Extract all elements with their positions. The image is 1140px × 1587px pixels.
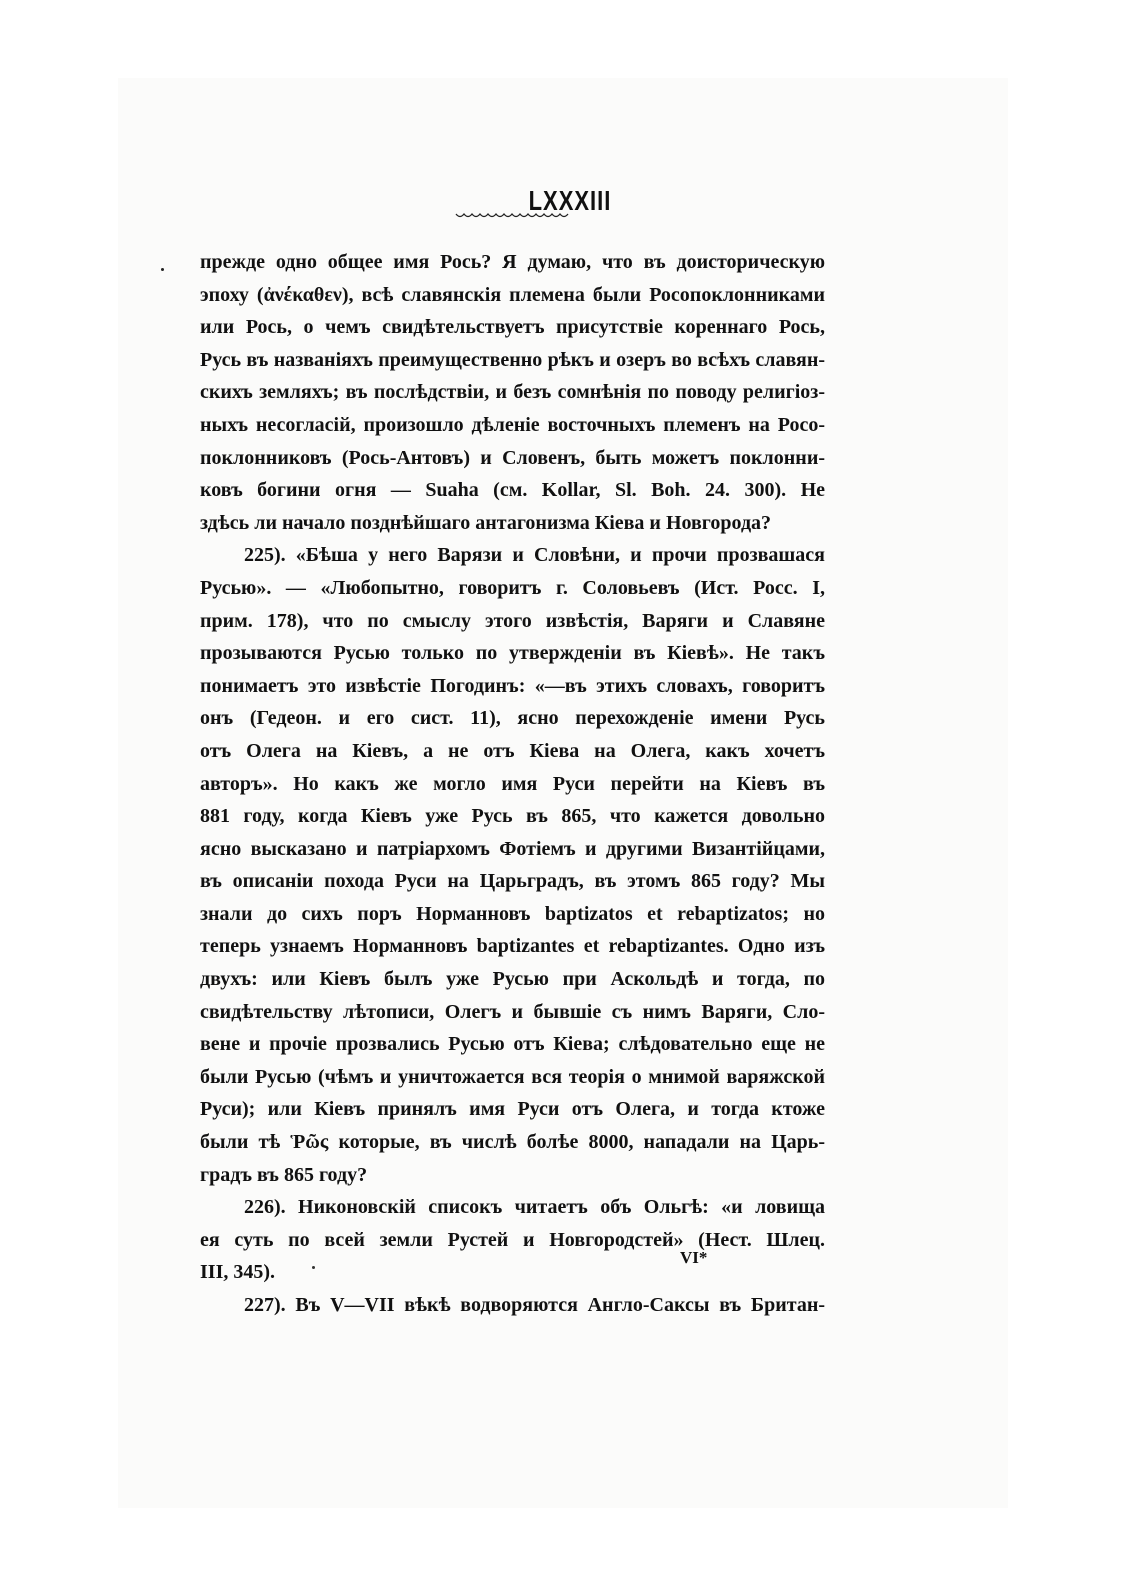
text-line: ея суть по всей земли Рустей и Новгородстей» (Нест. Шлец. xyxy=(200,1228,825,1251)
text-line: въ описаніи похода Руси на Царьградъ, въ этомъ 865 году? Мы xyxy=(200,870,825,893)
text-line: Руси); или Кіевъ принялъ имя Руси отъ Олега, и тогда ктоже xyxy=(200,1098,825,1121)
text-line: знали до сихъ поръ Норманновъ baptizatos et rebaptizatos; но xyxy=(200,902,825,925)
text-line: были Русью (чѣмъ и уничтожается вся теорія о мнимой варяжской xyxy=(200,1065,825,1088)
text-line: поклонниковъ (Рось-Антовъ) и Словенъ, быть можетъ поклонни- xyxy=(200,446,825,469)
text-line: прозываются Русью только по утвержденіи въ Кіевѣ». Не такъ xyxy=(200,642,825,665)
text-line: или Рось, о чемъ свидѣтельствуетъ присутствіе кореннаго Рось, xyxy=(200,316,825,339)
margin-mark xyxy=(161,268,164,271)
text-line: ныхъ несогласій, произошло дѣленіе восточныхъ племенъ на Росо- xyxy=(200,413,825,436)
text-line: теперь узнаемъ Норманновъ baptizantes et rebaptizantes. Одно изъ xyxy=(200,935,825,958)
page-header xyxy=(0,184,1140,216)
text-line: прежде одно общее имя Рось? Я думаю, что въ доисторическую xyxy=(200,251,825,273)
text-line: градъ въ 865 году? xyxy=(200,1163,368,1186)
text-line: прим. 178), что по смыслу этого извѣстія, Варяги и Славяне xyxy=(200,609,825,632)
text-line: здѣсь ли начало позднѣйшаго антагонизма Кіева и Новгорода? xyxy=(200,511,772,534)
text-line: III, 345). xyxy=(200,1261,276,1284)
page-number: LXXXIII xyxy=(528,184,612,216)
text-line: отъ Олега на Кіевъ, а не отъ Кіева на Олега, какъ хочетъ xyxy=(200,739,825,762)
body-text xyxy=(200,246,825,1322)
text-line: Русь въ названіяхъ преимущественно рѣкъ и озеръ во всѣхъ славян- xyxy=(200,348,825,371)
ornamental-rule xyxy=(454,210,570,220)
text-line: двухъ: или Кіевъ былъ уже Русью при Аскольдѣ и тогда, по xyxy=(200,968,825,991)
text-line: ясно высказано и патріархомъ Фотіемъ и другими Византійцами, xyxy=(200,837,825,860)
text-line: ковъ богини огня — Suaha (см. Kollar, Sl. Boh. 24. 300). Не xyxy=(200,479,825,502)
footer-mark xyxy=(312,1266,315,1269)
text-line: скихъ земляхъ; въ послѣдствіи, и безъ сомнѣнія по поводу религіоз- xyxy=(200,381,825,404)
text-line: свидѣтельству лѣтописи, Олегъ и бывшіе съ нимъ Варяги, Сло- xyxy=(200,1000,825,1023)
text-line: 227). Въ V—VII вѣкѣ водворяются Англо-Саксы въ Британ- xyxy=(244,1294,825,1316)
text-line: 226). Никоновскій списокъ читаетъ объ Ольгѣ: «и ловища xyxy=(244,1196,825,1219)
text-line: авторъ». Но какъ же могло имя Руси перейти на Кіевъ въ xyxy=(200,772,825,795)
printer-signature: VI* xyxy=(680,1248,708,1267)
text-line: были тѣ Ῥῶς которые, въ числѣ болѣе 8000, нападали на Царь- xyxy=(200,1131,825,1154)
text-line: онъ (Гедеон. и его сист. 11), ясно перехожденіе имени Русь xyxy=(200,707,825,730)
text-line: 225). «Бѣша у него Варязи и Словѣни, и прочи прозвашася xyxy=(244,544,825,567)
text-line: эпоху (ἀνέκαθεν), всѣ славянскія племена были Росопоклонниками xyxy=(200,283,825,306)
text-line: Русью». — «Любопытно, говоритъ г. Соловьевъ (Ист. Росс. I, xyxy=(200,576,825,599)
text-line: понимаетъ это извѣстіе Погодинъ: «—въ этихъ словахъ, говоритъ xyxy=(200,674,825,697)
text-line: вене и прочіе прозвались Русью отъ Кіева; слѣдовательно еще не xyxy=(200,1033,825,1056)
text-line: 881 году, когда Кіевъ уже Русь въ 865, что кажется довольно xyxy=(200,805,825,828)
